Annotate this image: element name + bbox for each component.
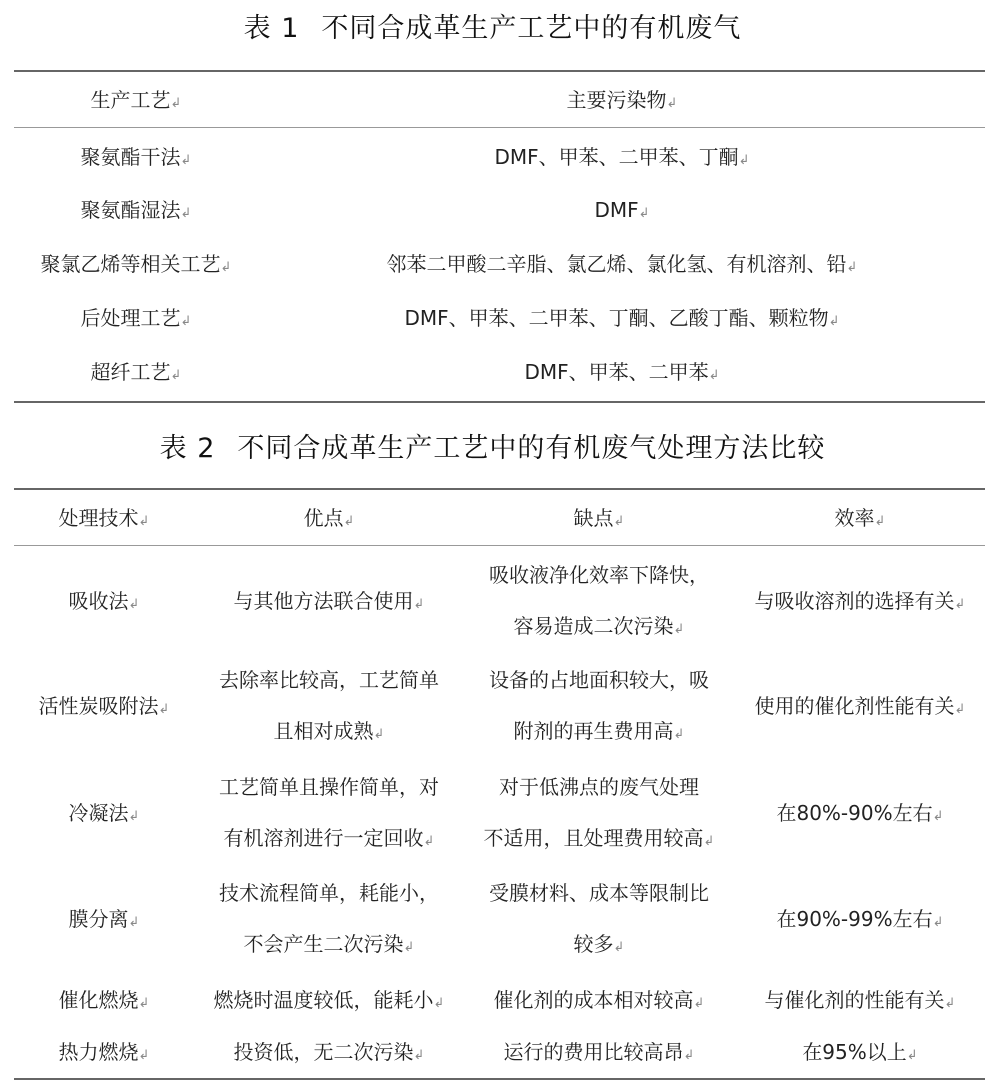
table2-row-cons: 受膜材料、成本等限制比 较多↲ xyxy=(489,881,709,956)
table1-row-process: 后处理工艺↲ xyxy=(80,306,192,330)
table2-row-efficiency: 在90%-99%左右↲ xyxy=(776,907,944,931)
table2-caption xyxy=(0,426,985,465)
table2-title: 不同合成革生产工艺中的有机废气处理方法比较 xyxy=(237,433,826,464)
table2-row-cons: 运行的费用比较高昂↲ xyxy=(503,1040,695,1064)
table2-row-pros: 工艺简单且操作简单，对 有机溶剂进行一定回收↲ xyxy=(219,775,439,850)
table2-row-tech: 吸收法↲ xyxy=(68,589,140,613)
table2-header-rule xyxy=(14,545,985,546)
table2-row-efficiency: 与催化剂的性能有关↲ xyxy=(764,988,956,1012)
table1-header-pollutants: 主要污染物↲ xyxy=(566,88,678,112)
table1-row-pollutants: 邻苯二甲酸二辛脂、氯乙烯、氯化氢、有机溶剂、铅↲ xyxy=(386,252,858,276)
table2-header-cons: 缺点↲ xyxy=(573,506,625,530)
table1-row-pollutants: DMF、甲苯、二甲苯、丁酮↲ xyxy=(494,145,750,169)
table2-row-cons: 吸收液净化效率下降快， 容易造成二次污染↲ xyxy=(489,563,709,638)
table1-header-process: 生产工艺↲ xyxy=(90,88,182,112)
table2-row-tech: 热力燃烧↲ xyxy=(58,1040,150,1064)
table1-row-pollutants: DMF、甲苯、二甲苯、丁酮、乙酸丁酯、颗粒物↲ xyxy=(404,306,840,330)
table2-row-efficiency: 在95%以上↲ xyxy=(802,1040,918,1064)
table1-bottom-rule xyxy=(14,401,985,403)
table1-title: 不同合成革生产工艺中的有机废气 xyxy=(321,13,742,44)
table2-top-rule xyxy=(14,488,985,490)
table2-row-tech: 活性炭吸附法↲ xyxy=(38,694,170,718)
table2-row-cons: 对于低沸点的废气处理 不适用，且处理费用较高↲ xyxy=(483,775,715,850)
table2-row-pros: 投资低，无二次污染↲ xyxy=(233,1040,425,1064)
table1-caption xyxy=(0,6,985,45)
table2-header-pros: 优点↲ xyxy=(303,506,355,530)
table2-header-efficiency: 效率↲ xyxy=(834,506,886,530)
table1-number: 表 1 xyxy=(243,13,300,44)
table2-row-tech: 膜分离↲ xyxy=(68,907,140,931)
table1-row-pollutants: DMF、甲苯、二甲苯↲ xyxy=(524,360,720,384)
table1-row-process: 聚氨酯湿法↲ xyxy=(80,198,192,222)
table1-row-process: 聚氯乙烯等相关工艺↲ xyxy=(40,252,232,276)
table1-row-process: 聚氨酯干法↲ xyxy=(80,145,192,169)
table1-top-rule xyxy=(14,70,985,72)
table2-row-pros: 与其他方法联合使用↲ xyxy=(233,589,425,613)
table2-row-pros: 技术流程简单，耗能小， 不会产生二次污染↲ xyxy=(219,881,439,956)
table1-row-process: 超纤工艺↲ xyxy=(90,360,182,384)
table2-row-pros: 去除率比较高，工艺简单 且相对成熟↲ xyxy=(219,668,439,743)
table2-row-efficiency: 与吸收溶剂的选择有关↲ xyxy=(754,589,966,613)
table2-row-tech: 冷凝法↲ xyxy=(68,801,140,825)
table2-bottom-rule xyxy=(14,1078,985,1080)
table2-row-cons: 催化剂的成本相对较高↲ xyxy=(493,988,705,1012)
table2-row-pros: 燃烧时温度较低，能耗小↲ xyxy=(213,988,445,1012)
table2-row-efficiency: 使用的催化剂性能有关↲ xyxy=(754,694,966,718)
table2-row-tech: 催化燃烧↲ xyxy=(58,988,150,1012)
table2-row-efficiency: 在80%-90%左右↲ xyxy=(776,801,944,825)
table2-row-cons: 设备的占地面积较大，吸 附剂的再生费用高↲ xyxy=(489,668,709,743)
table1-header-rule xyxy=(14,127,985,128)
table1-row-pollutants: DMF↲ xyxy=(594,198,650,222)
table2-number: 表 2 xyxy=(159,433,216,464)
table2-header-tech: 处理技术↲ xyxy=(58,506,150,530)
